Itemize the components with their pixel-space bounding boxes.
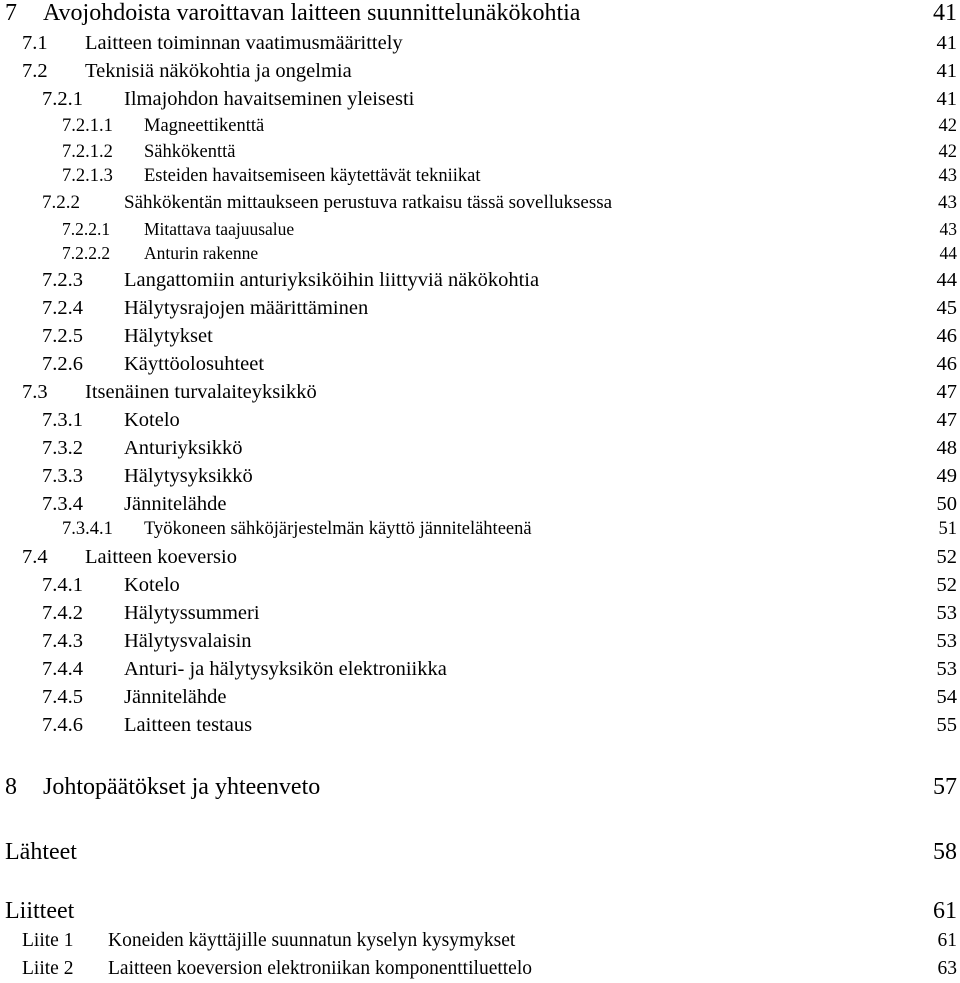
toc-entry-page: 53: [936, 630, 957, 652]
toc-entry-title: Sähkökentän mittaukseen perustuva ratkaisu tässä sovelluksessa: [124, 192, 613, 213]
toc-entry-number: 7.2.1.3: [62, 166, 113, 186]
toc-entry-page: 41: [936, 32, 957, 54]
toc-entry-title: Liitteet: [5, 898, 75, 924]
toc-entry: [0, 269, 960, 293]
toc-entry-title: Kotelo: [124, 409, 180, 431]
toc-entry-page: 58: [933, 839, 957, 865]
toc-entry-title: Hälytysrajojen määrittäminen: [124, 297, 369, 319]
toc-entry: [0, 116, 960, 138]
toc-entry-number: 7.2.5: [42, 325, 83, 347]
toc-entry-number: 7.3.2: [42, 437, 83, 459]
toc-entry: [0, 602, 960, 626]
toc-entry-title: Magneettikenttä: [144, 116, 265, 136]
toc-entry-title: Hälytyssummeri: [124, 602, 260, 624]
toc-entry-page: 52: [936, 546, 957, 568]
toc-entry-title: Kotelo: [124, 574, 180, 596]
toc-entry-page: 55: [936, 714, 957, 736]
toc-entry-number: 8: [5, 774, 17, 800]
toc-entry-title: Hälytykset: [124, 325, 213, 347]
toc-entry-title: Teknisiä näkökohtia ja ongelmia: [85, 60, 352, 82]
toc-entry: [0, 243, 960, 263]
toc-entry-title: Ilmajohdon havaitseminen yleisesti: [124, 88, 415, 110]
toc-entry-page: 49: [936, 465, 957, 487]
toc-entry-number: 7.2.2.1: [62, 219, 111, 239]
toc-entry-number: 7.3: [22, 381, 48, 403]
toc-entry: [0, 839, 960, 867]
toc-entry: [0, 465, 960, 489]
toc-entry-number: 7.2.3: [42, 269, 83, 291]
toc-entry: [0, 409, 960, 433]
toc-entry-title: Esteiden havaitsemiseen käytettävät tekniikat: [144, 166, 481, 186]
toc-entry-page: 43: [939, 219, 957, 239]
toc-entry-page: 53: [936, 602, 957, 624]
toc-entry-number: Liite 1: [22, 930, 74, 951]
toc-entry-title: Itsenäinen turvalaiteyksikkö: [85, 381, 317, 403]
toc-entry-number: 7.3.3: [42, 465, 83, 487]
toc-entry-number: 7.2.2.2: [62, 243, 111, 263]
toc-entry-number: 7.2: [22, 60, 48, 82]
toc-entry: [0, 930, 960, 954]
toc-entry-page: 43: [938, 166, 957, 186]
toc-entry-page: 52: [936, 574, 957, 596]
toc-entry-page: 53: [936, 658, 957, 680]
toc-entry-number: 7.4.3: [42, 630, 83, 652]
toc-entry: [0, 32, 960, 56]
toc-entry-title: Laitteen koeversion elektroniikan komponenttiluettelo: [108, 958, 533, 979]
toc-entry-number: 7.2.6: [42, 353, 83, 375]
toc-entry-title: Mitattava taajuusalue: [144, 219, 295, 239]
toc-entry-number: 7.4.5: [42, 686, 83, 708]
toc-entry: [0, 630, 960, 654]
toc-entry-number: 7.4.4: [42, 658, 83, 680]
toc-entry-number: 7.4.6: [42, 714, 83, 736]
toc-entry: [0, 166, 960, 188]
toc-entry-page: 48: [936, 437, 957, 459]
toc-entry: [0, 958, 960, 982]
toc-entry-number: 7.2.1.2: [62, 142, 113, 162]
toc-entry: [0, 219, 960, 239]
toc-entry-number: 7.3.4.1: [62, 519, 113, 539]
toc-entry-page: 57: [933, 774, 957, 800]
toc-entry-page: 46: [936, 353, 957, 375]
toc-entry-page: 44: [939, 243, 957, 263]
toc-entry-page: 41: [936, 88, 957, 110]
toc-entry-title: Laitteen toiminnan vaatimusmäärittely: [85, 32, 403, 54]
toc-entry-number: 7.2.1.1: [62, 116, 113, 136]
toc-entry: [0, 658, 960, 682]
toc-entry-page: 44: [936, 269, 957, 291]
toc-entry-title: Avojohdoista varoittavan laitteen suunnittelunäkökohtia: [43, 0, 581, 26]
toc-entry-page: 63: [937, 958, 957, 979]
toc-entry-title: Johtopäätökset ja yhteenveto: [43, 774, 321, 800]
toc-entry-page: 51: [938, 519, 957, 539]
toc-entry-title: Työkoneen sähköjärjestelmän käyttö jännitelähteenä: [144, 519, 532, 539]
toc-entry-page: 41: [933, 0, 957, 26]
toc-entry-title: Hälytysyksikkö: [124, 465, 253, 487]
toc-entry-page: 61: [933, 898, 957, 924]
toc-entry-number: 7.1: [22, 32, 48, 54]
toc-entry-number: 7.2.4: [42, 297, 83, 319]
toc-entry-title: Jännitelähde: [124, 686, 227, 708]
toc-entry-title: Anturin rakenne: [144, 243, 259, 263]
toc-entry: [0, 192, 960, 214]
toc-entry-page: 43: [938, 192, 957, 213]
toc-entry: [0, 686, 960, 710]
toc-entry-title: Laitteen testaus: [124, 714, 253, 736]
toc-entry-number: 7.4: [22, 546, 48, 568]
toc-entry-title: Hälytysvalaisin: [124, 630, 252, 652]
toc-entry-title: Anturiyksikkö: [124, 437, 243, 459]
toc-entry-number: 7.4.1: [42, 574, 83, 596]
toc-entry: [0, 60, 960, 84]
toc-entry-page: 47: [936, 409, 957, 431]
toc-entry-page: 45: [936, 297, 957, 319]
toc-entry: [0, 0, 960, 28]
toc-entry: [0, 898, 960, 926]
toc-entry-title: Lähteet: [5, 839, 77, 865]
toc-entry-number: 7.3.1: [42, 409, 83, 431]
toc-entry: [0, 88, 960, 112]
toc-entry-page: 61: [937, 930, 957, 951]
toc-entry: [0, 437, 960, 461]
toc-entry-number: 7.3.4: [42, 493, 83, 515]
toc-entry-title: Sähkökenttä: [144, 142, 236, 162]
toc-entry-number: 7.2.2: [42, 192, 80, 213]
toc-entry: [0, 353, 960, 377]
toc-entry: [0, 574, 960, 598]
toc-entry-title: Jännitelähde: [124, 493, 227, 515]
toc-entry: [0, 714, 960, 738]
toc-entry-title: Käyttöolosuhteet: [124, 353, 265, 375]
toc-entry: [0, 774, 960, 802]
toc-entry-title: Laitteen koeversio: [85, 546, 237, 568]
toc-entry-number: 7.4.2: [42, 602, 83, 624]
toc-entry: [0, 325, 960, 349]
toc-entry: [0, 493, 960, 517]
toc-entry-page: 54: [936, 686, 957, 708]
toc-entry-number: 7: [5, 0, 17, 26]
toc-entry-page: 42: [938, 142, 957, 162]
toc-entry-page: 50: [936, 493, 957, 515]
toc-entry: [0, 519, 960, 541]
toc-entry-number: Liite 2: [22, 958, 74, 979]
toc-entry-page: 42: [938, 116, 957, 136]
toc-entry-number: 7.2.1: [42, 88, 83, 110]
toc-entry: [0, 546, 960, 570]
toc-entry-page: 47: [936, 381, 957, 403]
toc-entry-page: 46: [936, 325, 957, 347]
toc-entry-title: Langattomiin anturiyksiköihin liittyviä näkökohtia: [124, 269, 540, 291]
toc-entry-title: Anturi- ja hälytysyksikön elektroniikka: [124, 658, 447, 680]
toc-entry: [0, 142, 960, 164]
toc-entry-page: 41: [936, 60, 957, 82]
toc-entry: [0, 297, 960, 321]
toc-entry: [0, 381, 960, 405]
toc-entry-title: Koneiden käyttäjille suunnatun kyselyn kysymykset: [108, 930, 516, 951]
